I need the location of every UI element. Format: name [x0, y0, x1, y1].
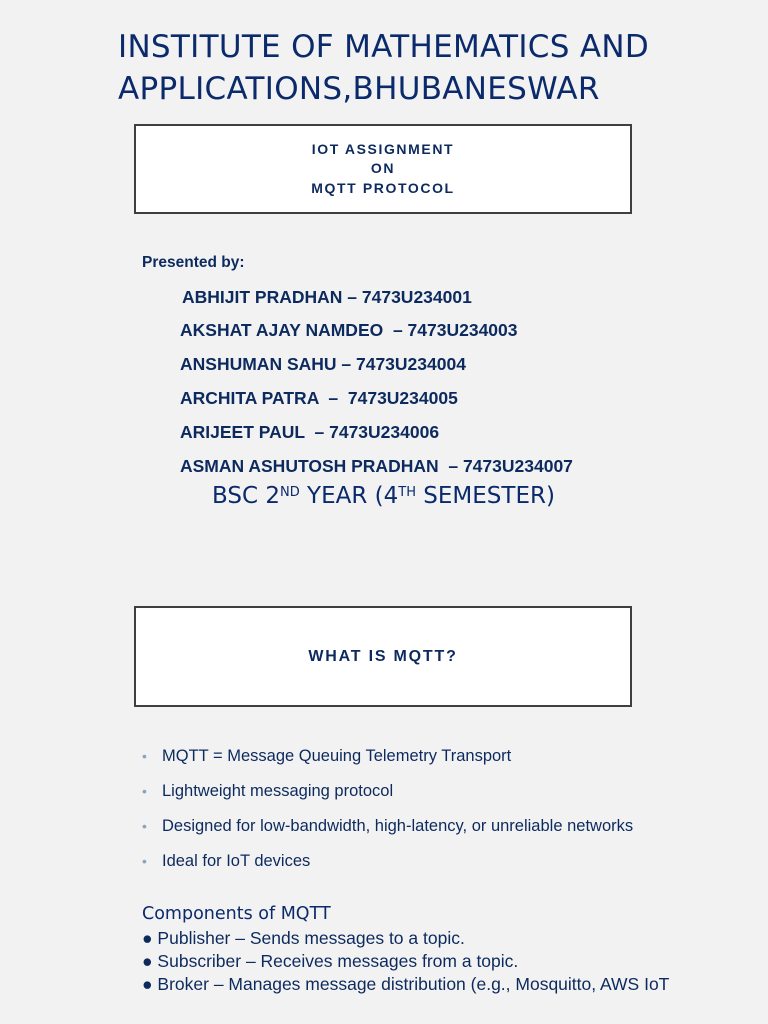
section-title-box	[134, 606, 632, 707]
member-item: ANSHUMAN SAHU – 7473U234004	[180, 354, 466, 374]
section-title: WHAT IS MQTT?	[308, 647, 458, 665]
member-item: ASMAN ASHUTOSH PRADHAN – 7473U234007	[180, 456, 573, 476]
class-year-suffix: SEMESTER)	[415, 483, 555, 509]
mqtt-bullet-list	[142, 745, 642, 885]
bullet-item	[142, 780, 642, 803]
institute-title-line2: APPLICATIONS,BHUBANESWAR	[118, 71, 600, 107]
member-item: ARIJEET PAUL – 7473U234006	[180, 422, 440, 442]
bullet-text: Lightweight messaging protocol	[162, 782, 394, 800]
component-item: ● Publisher – Sends messages to a topic.	[142, 928, 465, 948]
class-year-sup-th: TH	[398, 485, 416, 500]
assignment-line3: MQTT PROTOCOL	[311, 179, 455, 196]
component-item: ● Subscriber – Receives messages from a topic.	[142, 951, 519, 971]
bullet-dot-icon: •	[142, 818, 147, 834]
bullet-text: Designed for low-bandwidth, high-latency, or unreliable networks	[162, 817, 634, 835]
presented-by-label: Presented by:	[142, 254, 245, 271]
bullet-dot-icon: •	[142, 748, 147, 764]
class-year-sup-nd: ND	[279, 485, 300, 500]
components-list	[142, 927, 702, 996]
class-year-prefix: BSC 2	[212, 483, 280, 509]
institute-title	[118, 26, 758, 110]
member-item: ABHIJIT PRADHAN – 7473U234001	[182, 287, 472, 307]
bullet-item	[142, 745, 642, 768]
assignment-title-box	[134, 124, 632, 214]
member-item: AKSHAT AJAY NAMDEO – 7473U234003	[180, 320, 518, 340]
components-heading: Components of MQTT	[142, 904, 331, 924]
bullet-text: MQTT = Message Queuing Telemetry Transport	[162, 747, 512, 765]
bullet-text: Ideal for IoT devices	[162, 852, 311, 870]
bullet-item	[142, 850, 642, 873]
class-year-middle: YEAR (4	[299, 483, 399, 509]
bullet-dot-icon: •	[142, 783, 147, 799]
bullet-dot-icon: •	[142, 853, 147, 869]
component-item: ● Broker – Manages message distribution (e.g., Mosquitto, AWS IoT	[142, 974, 670, 994]
class-year	[212, 483, 555, 509]
institute-title-line1: INSTITUTE OF MATHEMATICS AND	[118, 29, 650, 65]
bullet-item	[142, 815, 642, 838]
member-item: ARCHITA PATRA – 7473U234005	[180, 388, 458, 408]
assignment-line2: ON	[370, 160, 396, 177]
assignment-line1: IOT ASSIGNMENT	[311, 140, 455, 157]
